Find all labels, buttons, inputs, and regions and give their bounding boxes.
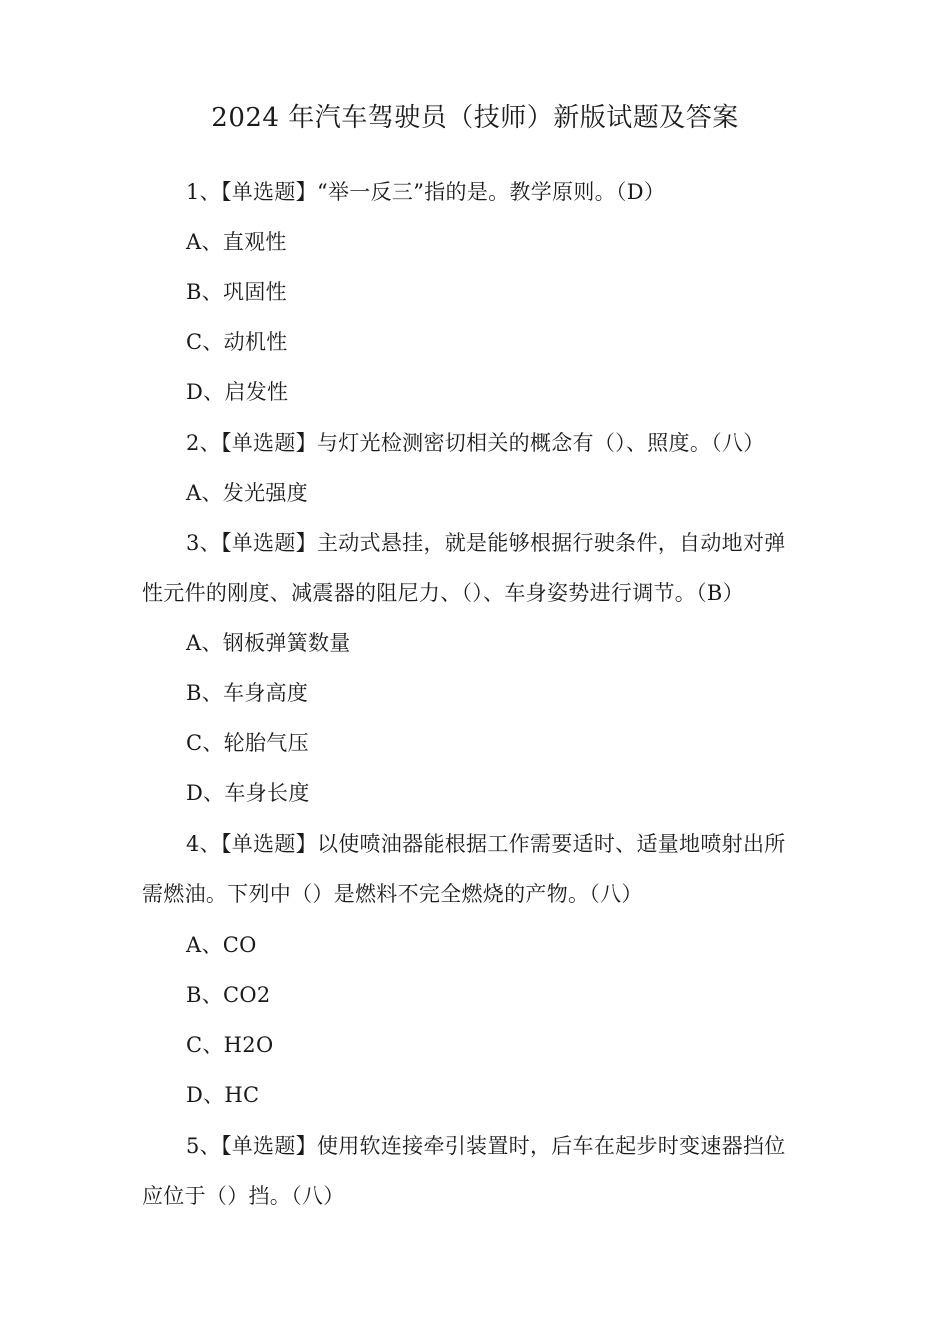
question-1-option-a: A、直观性 [186,230,287,254]
question-4-option-c: C、H2O [186,1033,274,1057]
question-4-option-d: D、HC [186,1083,260,1107]
question-4-stem-continued: 需燃油。下列中（）是燃料不完全燃烧的产物。（八） [142,882,643,906]
question-4-option-a: A、CO [186,933,257,957]
question-1-stem: 1、【单选题】“举一反三”指的是。教学原则。（D） [186,180,666,204]
question-1-option-d: D、启发性 [186,380,289,404]
question-3-option-c: C、轮胎气压 [186,731,309,755]
question-4-stem: 4、【单选题】以使喷油器能根据工作需要适时、适量地喷射出所 [186,832,786,856]
page-title: 2024 年汽车驾驶员（技师）新版试题及答案 [211,103,739,133]
question-3-option-a: A、钢板弹簧数量 [186,631,351,655]
question-2-stem: 2、【单选题】与灯光检测密切相关的概念有（）、照度。（八） [186,431,765,455]
question-3-stem-continued: 性元件的刚度、减震器的阻尼力、（）、车身姿势进行调节。（B） [142,581,744,605]
question-2-option-a: A、发光强度 [186,481,308,505]
question-1-option-c: C、动机性 [186,330,288,354]
question-5-stem-continued: 应位于（）挡。（八） [142,1184,345,1208]
question-5-stem: 5、【单选题】使用软连接牵引装置时，后车在起步时变速器挡位 [186,1134,786,1158]
question-3-option-b: B、车身高度 [186,681,309,705]
question-3-option-d: D、车身长度 [186,781,310,805]
question-1-option-b: B、巩固性 [186,280,287,304]
question-3-stem: 3、【单选题】主动式悬挂，就是能够根据行驶条件，自动地对弹 [186,531,786,555]
question-4-option-b: B、CO2 [186,983,271,1007]
